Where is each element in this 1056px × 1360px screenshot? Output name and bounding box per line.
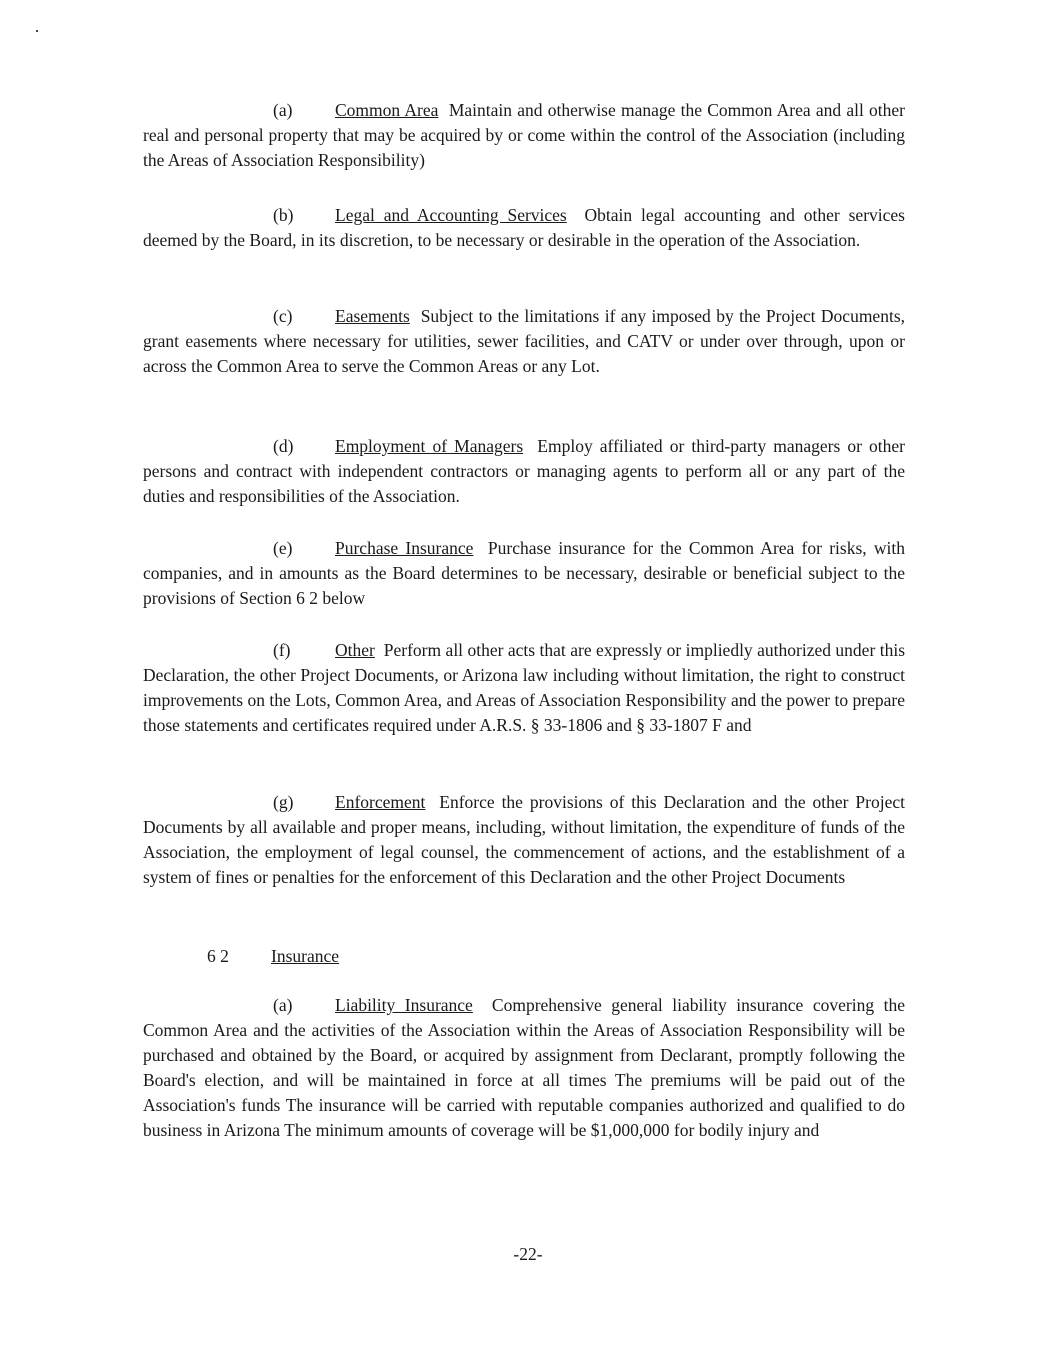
- paragraph-text: Employ affiliated or third-party managers or other persons and contract with independent contractors or managing agents to perform all or any part of the duties and responsibilities of the Association.: [143, 436, 906, 506]
- paragraph-label: (d): [273, 436, 294, 456]
- paragraph-heading: Employment of Managers: [335, 436, 524, 456]
- paragraph-heading: Other: [335, 640, 375, 660]
- paragraph-a: [143, 98, 905, 173]
- paragraph-b: [143, 203, 905, 253]
- paragraph-g: [143, 790, 905, 890]
- paragraph-heading: Legal and Accounting Services: [335, 205, 567, 225]
- scan-speck: [36, 30, 38, 32]
- paragraph-d: [143, 434, 905, 509]
- paragraph-label: (c): [273, 306, 293, 326]
- section-number: 6 2: [207, 946, 229, 966]
- paragraph-heading: Purchase Insurance: [335, 538, 474, 558]
- paragraph-text: Perform all other acts that are expressly or impliedly authorized under this Declaration, the other Project Documents, or Arizona law including without limitation, the right to construct improvements on the Lots, Common Area, and Areas of Association Responsibility and the power to prepare those statements and certificates required under A.R.S. § 33-1806 and § 33-1807 F and: [143, 640, 906, 735]
- paragraph-text: Purchase insurance for the Common Area for risks, with companies, and in amounts as the Board determines to be necessary, desirable or beneficial subject to the provisions of Section 6 2 below: [143, 538, 905, 608]
- paragraph-heading: Enforcement: [335, 792, 426, 812]
- paragraph-heading: Common Area: [335, 100, 439, 120]
- paragraph-heading: Easements: [335, 306, 410, 326]
- paragraph-label: (g): [273, 792, 294, 812]
- section-heading: [207, 944, 339, 969]
- paragraph-text: Obtain legal accounting and other services deemed by the Board, in its discretion, to be necessary or desirable in the operation of the Association.: [143, 205, 905, 250]
- section-title: Insurance: [271, 946, 340, 966]
- paragraph-label: (e): [273, 538, 293, 558]
- paragraph-label: (a): [273, 995, 293, 1015]
- paragraph-f: [143, 638, 905, 738]
- paragraph-text: Enforce the provisions of this Declaration and the other Project Documents by all available and proper means, including, without limitation, the expenditure of funds of the Association, the employment of legal counsel, the commencement of actions, and the establishment of a system of fines or penalties for the enforcement of this Declaration and the other Project Documents: [143, 792, 905, 887]
- paragraph-text: Maintain and otherwise manage the Common Area and all other real and personal property that may be acquired by or come within the control of the Association (including the Areas of Association Responsibility): [143, 100, 905, 170]
- paragraph-text: Subject to the limitations if any imposed by the Project Documents, grant easements where necessary for utilities, sewer facilities, and CATV or under over through, upon or across the Common Area to serve the Common Areas or any Lot.: [143, 306, 906, 376]
- paragraph-heading: Liability Insurance: [335, 995, 473, 1015]
- paragraph-label: (b): [273, 205, 294, 225]
- paragraph-label: (a): [273, 100, 293, 120]
- paragraph-label: (f): [273, 640, 291, 660]
- subparagraph-a: [143, 993, 905, 1143]
- paragraph-text: Comprehensive general liability insurance covering the Common Area and the activities of the Association within the Areas of Association Responsibility will be purchased and obtained by the Board, or acquired by assignment from Declarant, promptly following the Board's election, and will be maintained in force at all times The premiums will be paid out of the Association's funds The insurance will be carried with reputable companies authorized and qualified to do business in Arizona The minimum amounts of coverage will be $1,000,000 for bodily injury and: [143, 995, 905, 1140]
- paragraph-e: [143, 536, 905, 611]
- page-number: -22-: [513, 1244, 543, 1264]
- paragraph-c: [143, 304, 905, 379]
